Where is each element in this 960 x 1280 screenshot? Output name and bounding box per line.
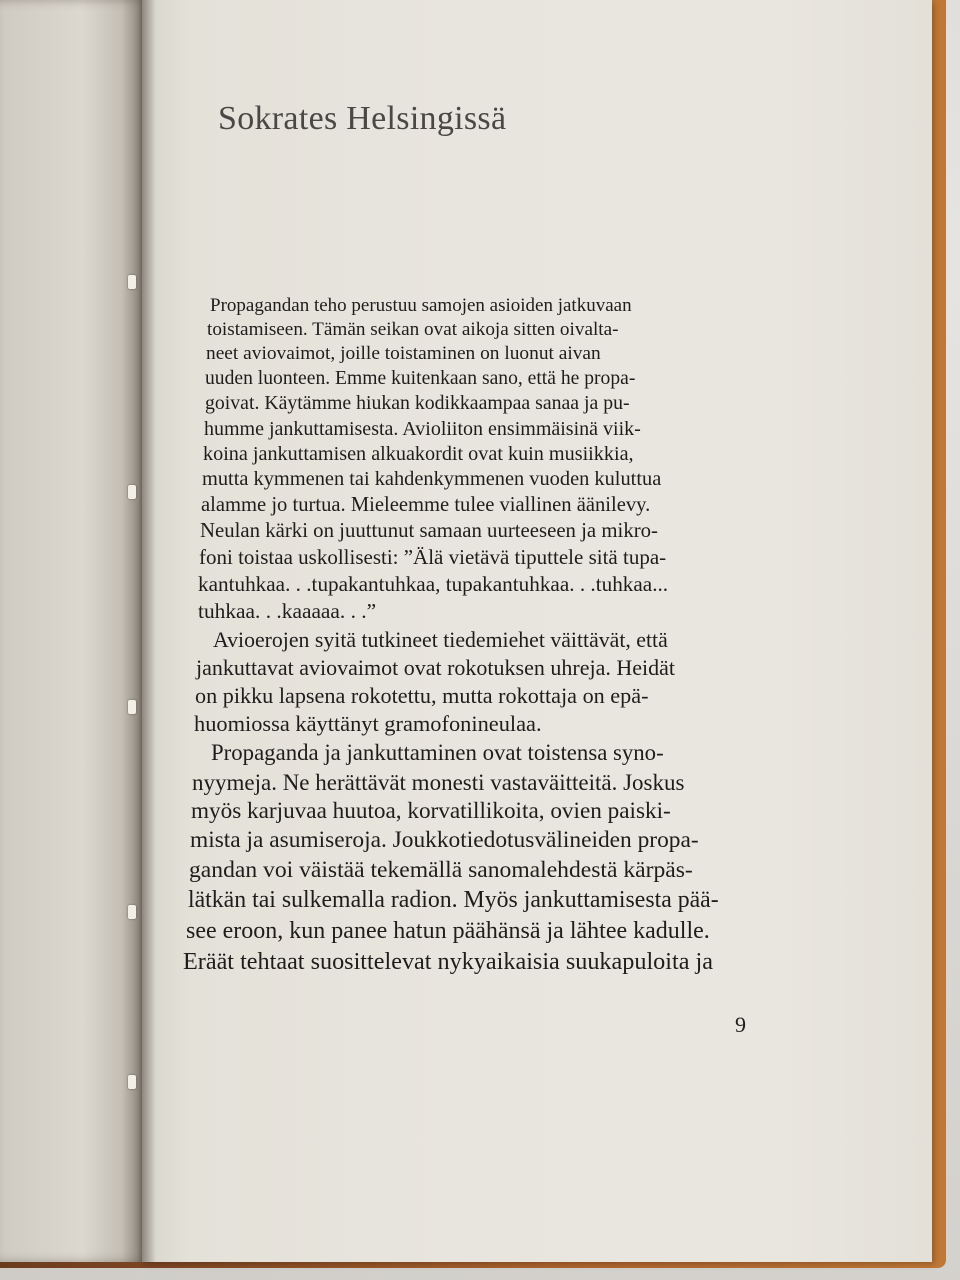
text-line: uuden luonteen. Emme kuitenkaan sano, että he propa-: [205, 368, 636, 389]
text-line: myös karjuvaa huutoa, korvatillikoita, ovien paiski-: [191, 798, 671, 824]
text-line: neet aviovaimot, joille toistaminen on luonut aivan: [206, 343, 601, 364]
text-line: Avioerojen syitä tutkineet tiedemiehet väittävät, että: [213, 628, 668, 652]
text-line: see eroon, kun panee hatun päähänsä ja lähtee kadulle.: [186, 918, 710, 944]
text-line: Eräät tehtaat suosittelevat nykyaikaisia suukapuloita ja: [183, 948, 713, 975]
text-line: kantuhkaa. . .tupakantuhkaa, tupakantuhkaa. . .tuhkaa...: [198, 572, 669, 596]
text-line: huomiossa käyttänyt gramofonineulaa.: [194, 711, 542, 736]
chapter-title: Sokrates Helsingissä: [218, 100, 507, 137]
text-line: Propaganda ja jankuttaminen ovat toistensa syno-: [211, 740, 664, 765]
text-line: lätkän tai sulkemalla radion. Myös jankuttamisesta pää-: [188, 887, 719, 913]
text-line: Neulan kärki on juuttunut samaan uurteeseen ja mikro-: [200, 519, 658, 542]
text-line: goivat. Käytämme hiukan kodikkaampaa sanaa ja pu-: [205, 392, 630, 414]
text-line: on pikku lapsena rokotettu, mutta rokottaja on epä-: [195, 683, 649, 708]
text-line: toistamiseen. Tämän seikan ovat aikoja sitten oivalta-: [207, 319, 619, 340]
text-line: jankuttavat aviovaimot ovat rokotuksen uhreja. Heidät: [196, 655, 675, 680]
text-line: nyymeja. Ne herättävät monesti vastaväitteitä. Joskus: [192, 770, 685, 795]
text-line: Propagandan teho perustuu samojen asioiden jatkuvaan: [210, 295, 632, 316]
text-line: gandan voi väistää tekemällä sanomalehdestä kärpäs-: [189, 857, 693, 883]
text-line: foni toistaa uskollisesti: ”Älä vietävä tiputtele sitä tupa-: [199, 545, 667, 569]
text-line: tuhkaa. . .kaaaaa. . .”: [198, 599, 377, 623]
text-line: alamme jo turtua. Mieleemme tulee viallinen äänilevy.: [201, 494, 651, 516]
text-line: mista ja asumiseroja. Joukkotiedotusvälineiden propa-: [190, 827, 699, 853]
text-line: koina jankuttamisen alkuakordit ovat kuin musiikkia,: [203, 443, 634, 465]
text-line: humme jankuttamisesta. Avioliiton ensimmäisinä viik-: [204, 418, 641, 440]
page-number: 9: [735, 1012, 746, 1037]
text-line: mutta kymmenen tai kahdenkymmenen vuoden kuluttua: [202, 468, 662, 490]
